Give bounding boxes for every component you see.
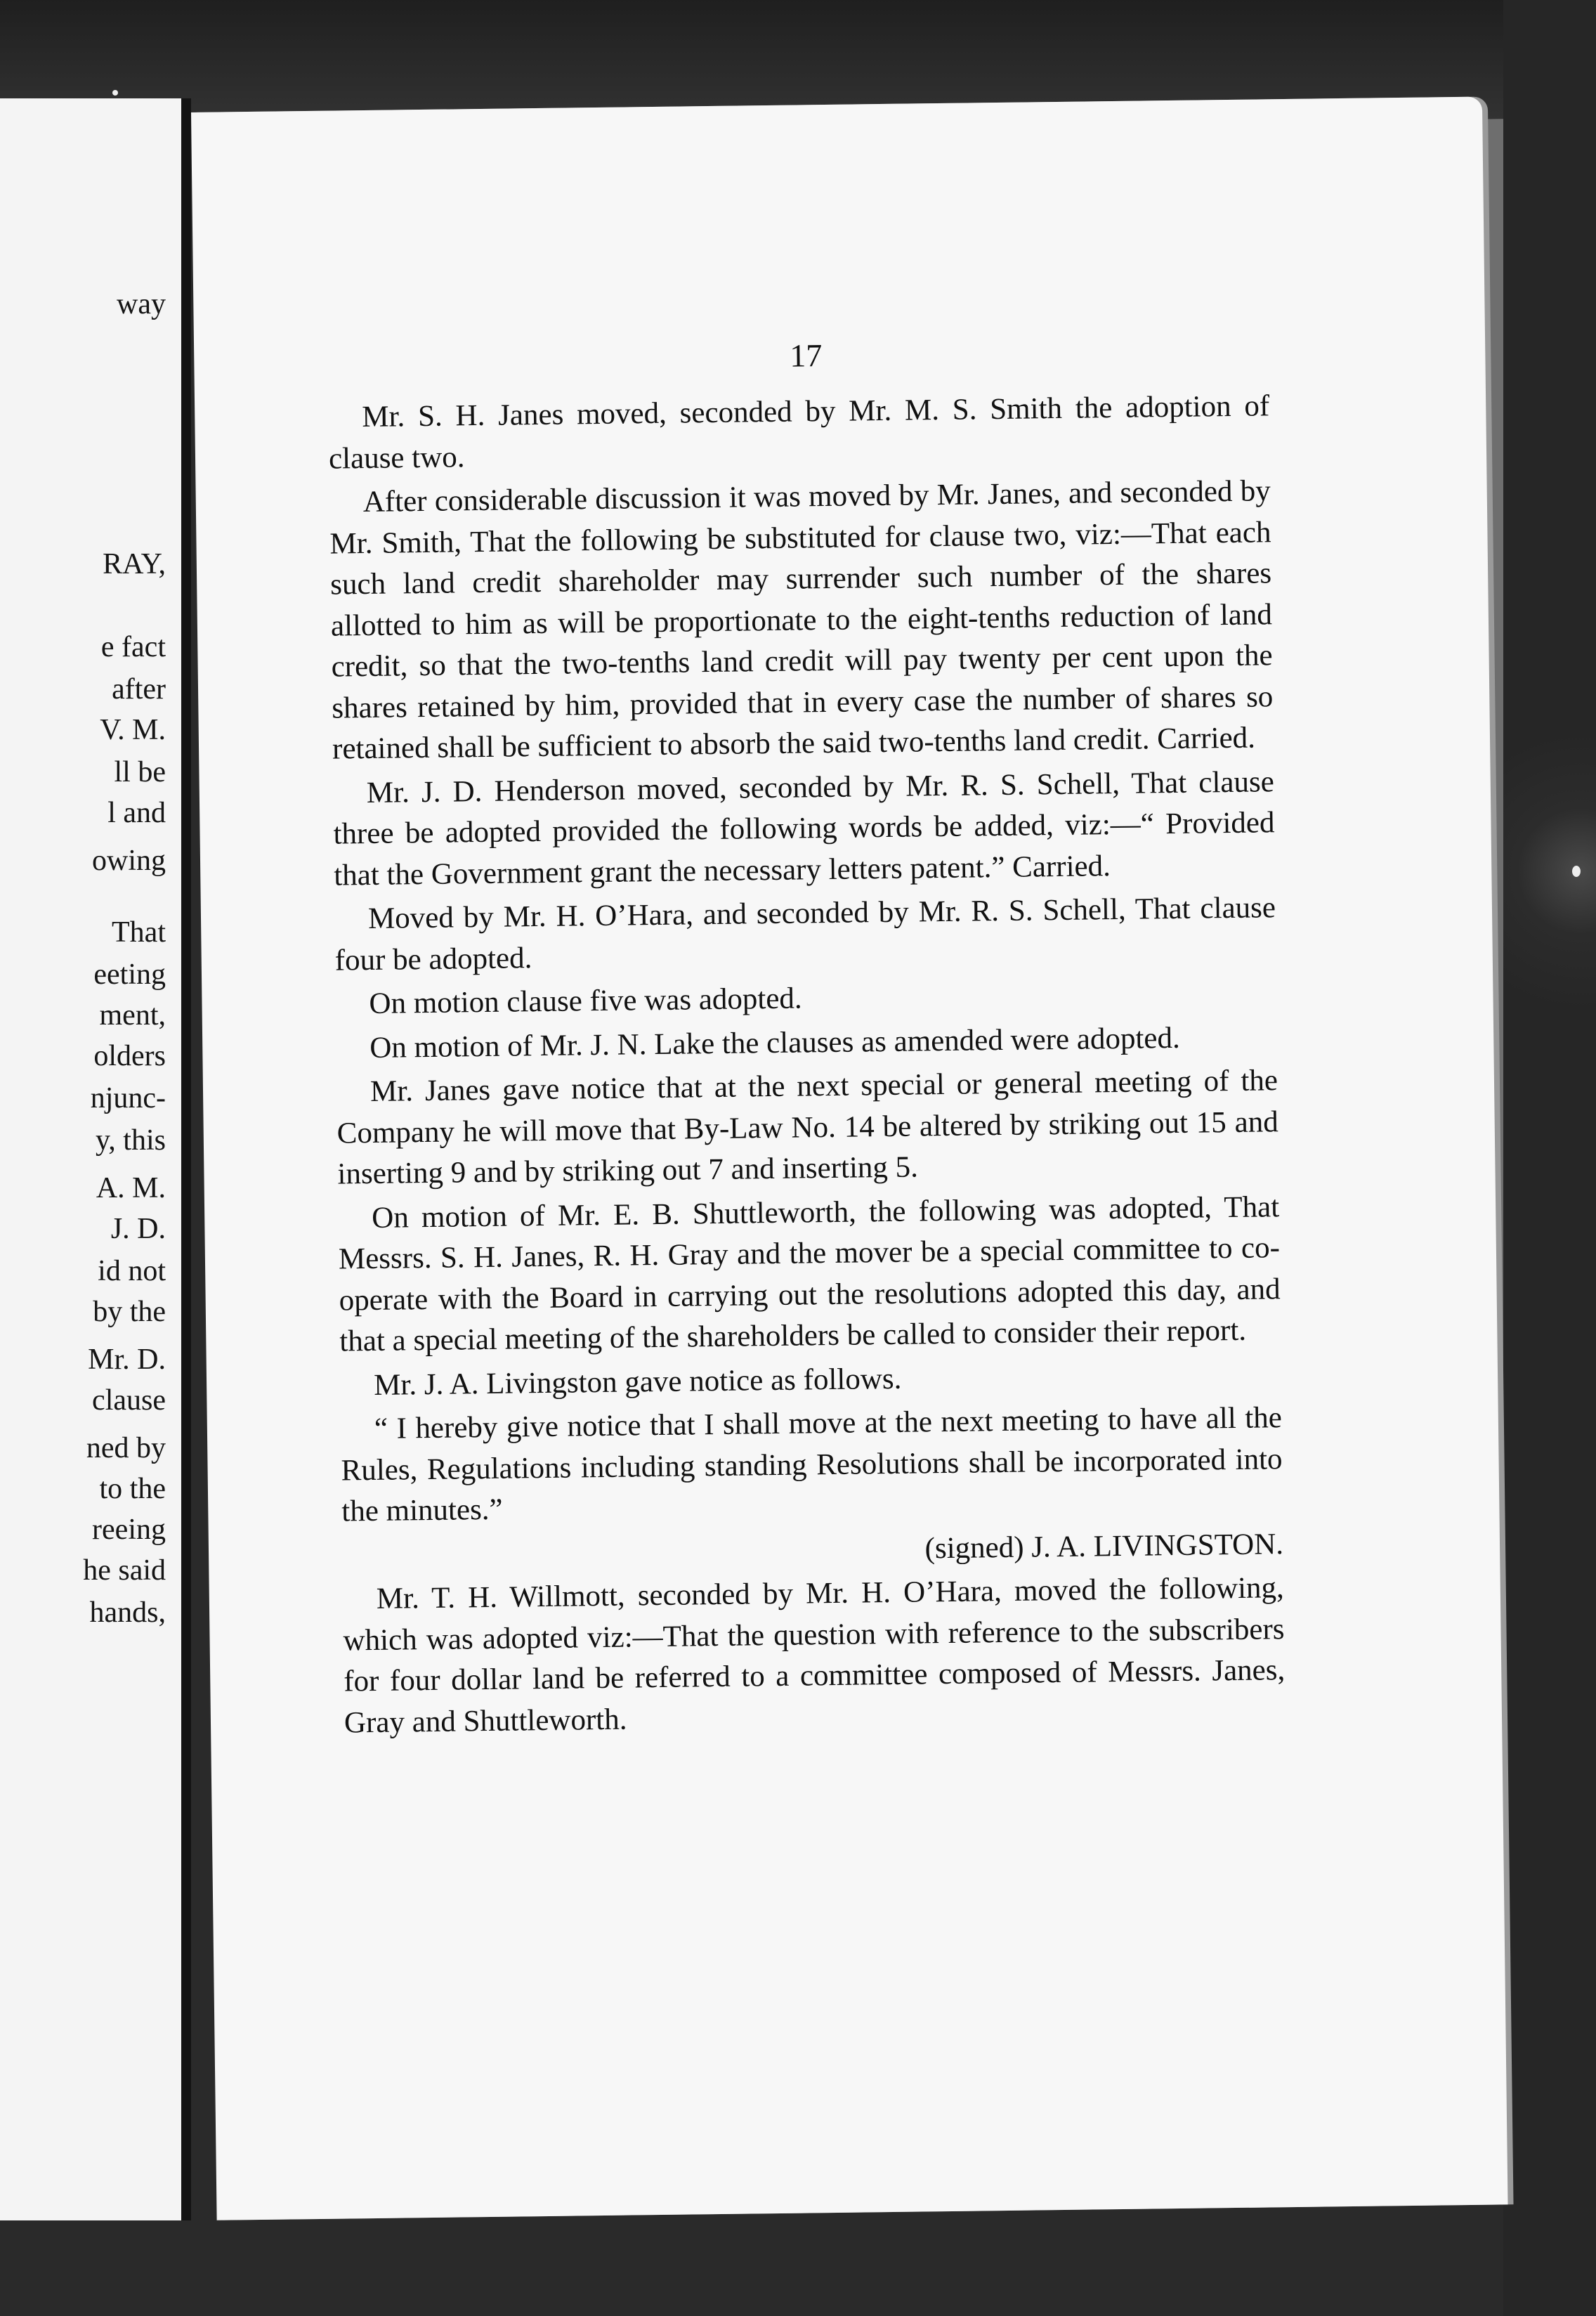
left-page-fragment: y, this [96, 1124, 166, 1157]
left-page-fragment: V. M. [100, 714, 166, 746]
left-page-fragment: clause [92, 1384, 166, 1417]
paragraph: After considerable discussion it was moved by Mr. Janes, and seconded by Mr. Smith, That the following be substituted for clause two, viz:—That each such land credit shareholder may surrender such number of the shares allotted to him as will be proportionate to the eight-tenths reduction of land credit, so that the two-tenths land credit will pay twenty per cent upon the shares retained by him, provided that in every case the number of shares so retained shall be sufficient to absorb the said two-tenths land credit. Carried. [329, 474, 1274, 766]
left-page-fragment: olders [93, 1040, 166, 1072]
left-page-fragment: njunc- [90, 1082, 166, 1114]
paragraph: Mr. S. H. Janes moved, seconded by Mr. M. S. Smith the adoption of clause two. [328, 389, 1270, 476]
right-page [191, 97, 1508, 2220]
left-page-fragment: e fact [100, 631, 166, 663]
left-page-fragment: id not [98, 1255, 166, 1287]
page-body [328, 386, 1286, 1746]
paragraph: Mr. Janes gave notice that at the next special or general meeting of the Company he will move that By-Law No. 14 be altered by striking out 15 and inserting 9 and by striking out 7 and inserting 5. [336, 1064, 1278, 1191]
left-page-fragment: to the [99, 1473, 166, 1505]
scan-background-right [1503, 0, 1596, 2316]
left-page-fragment: reeing [92, 1514, 166, 1546]
left-page-fragment: ll be [114, 756, 166, 788]
left-page-fragment: That [112, 916, 166, 949]
left-page-fragment: way [117, 288, 166, 320]
left-page-fragment: owing [92, 845, 166, 877]
left-page-fragment: after [112, 673, 166, 705]
signature: (signed) J. A. LIVINGSTON. [924, 1527, 1284, 1565]
left-page-fragment: ment, [99, 999, 166, 1032]
left-page [0, 98, 191, 2220]
paragraph: On motion of Mr. E. B. Shuttleworth, the following was adopted, That Messrs. S. H. Janes, R. H. Gray and the mover be a special committee to co-operate with the Board in carrying out the resolutions adopted this day, and that a special meeting of the shareholders be called to consider their report. [338, 1190, 1281, 1358]
left-page-fragment: l and [107, 797, 166, 829]
left-page-fragment: J. D. [110, 1213, 166, 1245]
paragraph: On motion clause five was adopted. [369, 982, 802, 1020]
left-page-fragment: ned by [86, 1432, 166, 1464]
dust-speck [112, 90, 118, 96]
left-page-fragment: he said [83, 1554, 166, 1587]
left-page-fragment: eeting [93, 958, 166, 991]
paragraph: On motion of Mr. J. N. Lake the clauses as amended were adopted. [369, 1021, 1180, 1065]
left-page-fragment: hands, [89, 1596, 166, 1629]
dust-speck [1572, 866, 1581, 877]
paragraph: Moved by Mr. H. O’Hara, and seconded by Mr. R. S. Schell, That clause four be adopted. [334, 891, 1276, 977]
paragraph: Mr. J. D. Henderson moved, seconded by Mr. R. S. Schell, That clause three be adopted provided the following words be added, viz:—“ Provided that the Government grant the necessary letters patent.” Carried. [333, 765, 1275, 892]
left-page-fragment: by the [93, 1296, 166, 1328]
left-page-fragment: RAY, [103, 548, 166, 580]
page-number: 17 [789, 337, 823, 374]
paragraph: “ I hereby give notice that I shall move at the next meeting to have all the Rules, Regulations including standing Resolutions shall be incorporated into the minutes.” [341, 1401, 1283, 1528]
left-page-fragment: A. M. [96, 1172, 166, 1204]
left-page-fragment: Mr. D. [88, 1344, 166, 1376]
paragraph: Mr. J. A. Livingston gave notice as follows. [373, 1362, 902, 1402]
paragraph: Mr. T. H. Willmott, seconded by Mr. H. O’Hara, moved the following, which was adopted viz:—That the question with reference to the subscribers for four dollar land be referred to a committee composed of Messrs. Janes, Gray and Shuttleworth. [343, 1571, 1286, 1740]
